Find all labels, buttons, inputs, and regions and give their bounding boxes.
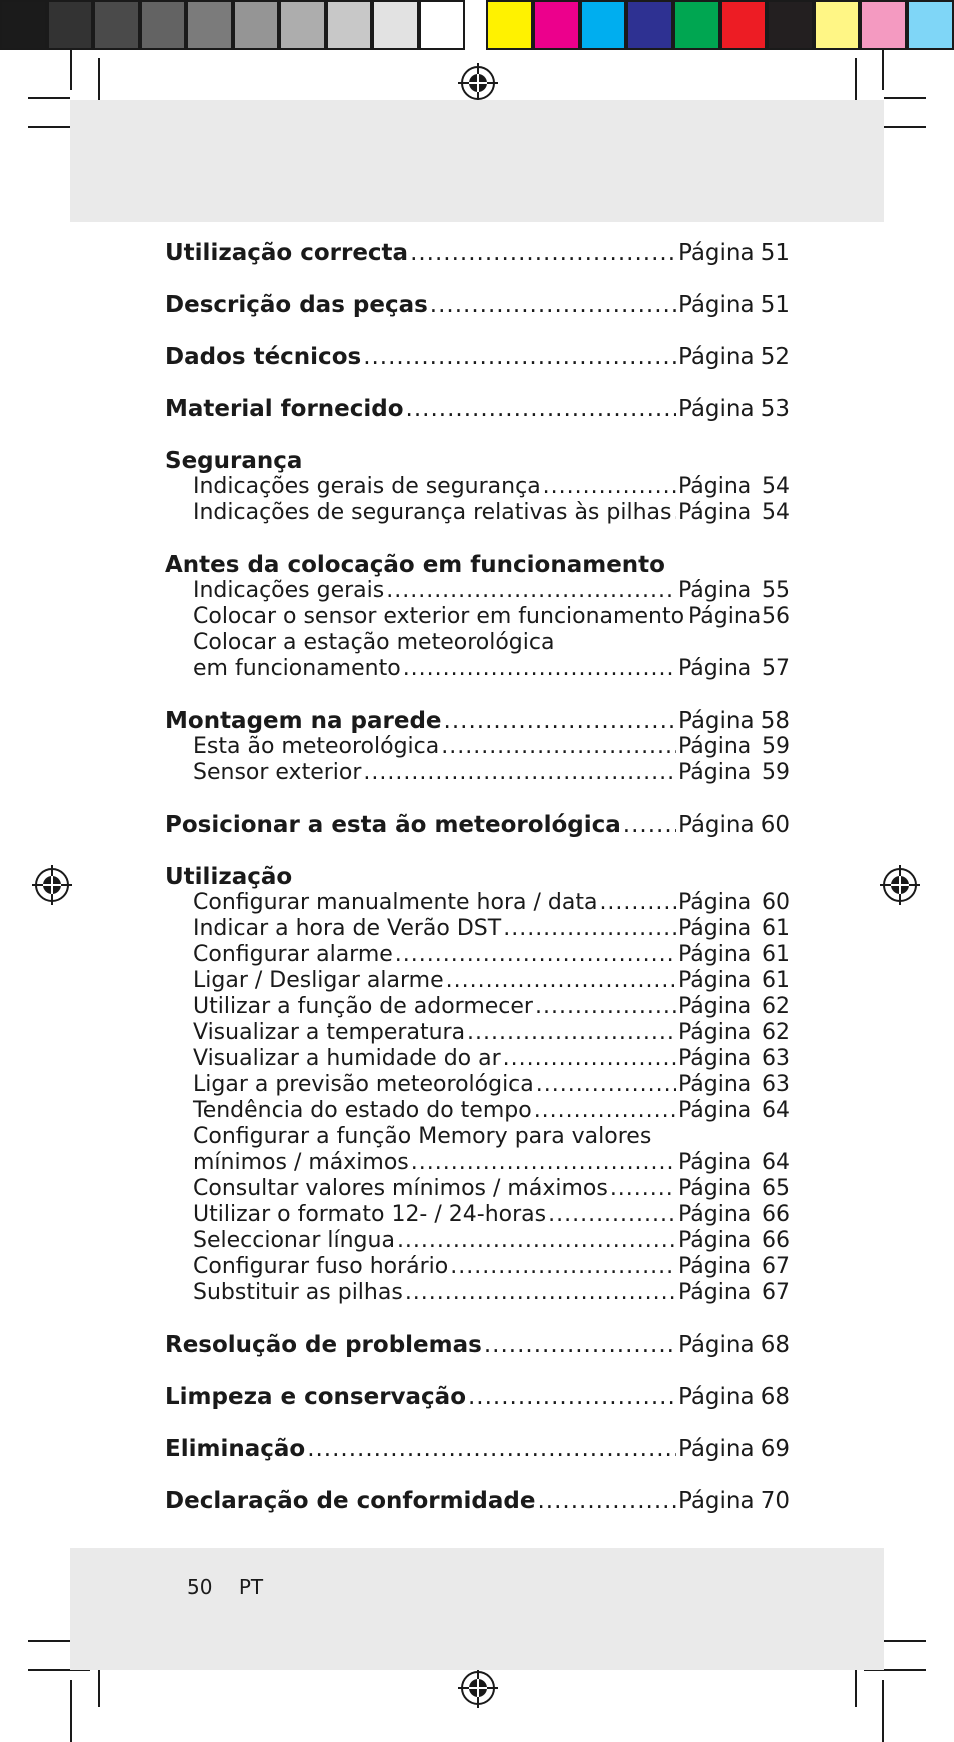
- toc-entry-sub[interactable]: [165, 604, 790, 630]
- dot-leader: [411, 1150, 676, 1176]
- page-label: Página: [678, 1176, 752, 1201]
- page-number: 60: [760, 812, 790, 838]
- page-label: Página: [678, 240, 755, 266]
- dot-leader: [406, 396, 676, 422]
- color-swatch: [326, 0, 373, 50]
- dot-leader: [534, 1098, 676, 1124]
- color-swatch: [907, 0, 954, 50]
- page-number: 60: [762, 890, 790, 915]
- toc-entry-title: em funcionamento: [193, 656, 401, 681]
- toc-entry-title: Dados técnicos: [165, 344, 362, 370]
- dot-leader: [548, 1202, 676, 1228]
- toc-entry-title: Utilizar o formato 12- / 24-horas: [193, 1202, 547, 1227]
- page-number: 50: [187, 1575, 213, 1599]
- dot-leader: [503, 1046, 676, 1072]
- dot-leader: [503, 916, 676, 942]
- toc-spacer: [165, 1410, 790, 1436]
- toc-entry-title: Configurar fuso horário: [193, 1254, 449, 1279]
- crop-mark: [28, 97, 70, 99]
- toc-entry-sub[interactable]: [165, 1020, 790, 1046]
- toc-entry-title: Indicações de segurança relativas às pilhas: [193, 500, 672, 525]
- toc-spacer: [165, 422, 790, 448]
- page-label: Página: [678, 942, 752, 967]
- dot-leader: [430, 292, 676, 318]
- page-number: 64: [762, 1150, 790, 1175]
- page-label: Página: [678, 1436, 755, 1462]
- color-swatch: [767, 0, 814, 50]
- color-swatch: [720, 0, 767, 50]
- page-number: 54: [762, 474, 790, 499]
- toc-entry-title: Tendência do estado do tempo: [193, 1098, 532, 1123]
- toc-entry-sub[interactable]: [165, 1176, 790, 1202]
- page-label: Página: [678, 500, 752, 525]
- page-label: Página: [678, 1072, 752, 1097]
- page-number: 59: [762, 734, 790, 759]
- color-swatch: [860, 0, 907, 50]
- toc-entry-sub[interactable]: [165, 916, 790, 942]
- language-code: PT: [238, 1575, 264, 1599]
- toc-entry-sub[interactable]: [165, 474, 790, 500]
- toc-entry-sub[interactable]: [165, 1228, 790, 1254]
- toc-spacer: [165, 682, 790, 708]
- toc-entry-title: Indicar a hora de Verão DST: [193, 916, 502, 941]
- page-number: 67: [762, 1280, 790, 1305]
- page-number: 56: [762, 604, 790, 629]
- toc-spacer: [165, 838, 790, 864]
- page-label: Página: [678, 578, 752, 603]
- dot-leader: [450, 1254, 676, 1280]
- toc-entry-title: Utilização correcta: [165, 240, 409, 266]
- toc-entry-title: Posicionar a esta ão meteorológica: [165, 812, 621, 838]
- page-footer: [187, 1575, 283, 1599]
- toc-entry-sub[interactable]: [165, 1150, 790, 1176]
- color-swatch: [233, 0, 280, 50]
- color-swatch: [140, 0, 187, 50]
- dot-leader: [623, 812, 676, 838]
- registration-mark-icon: [880, 865, 920, 905]
- page-label: Página: [678, 396, 755, 422]
- page-number: 68: [760, 1384, 790, 1410]
- page-label: Página: [678, 1488, 755, 1514]
- crop-mark: [70, 50, 72, 90]
- page-label: Página: [678, 1384, 755, 1410]
- dot-leader: [467, 1020, 676, 1046]
- toc-entry-title: Seleccionar língua: [193, 1228, 395, 1253]
- header-band: [70, 100, 884, 222]
- toc-section-heading: Segurança: [165, 448, 303, 474]
- toc-line: Colocar a estação meteorológica: [193, 630, 555, 655]
- toc-entry-title: Indicações gerais: [193, 578, 385, 603]
- toc-entry-main[interactable]: [165, 1436, 790, 1462]
- dot-leader: [410, 240, 676, 266]
- toc-entry-title: Indicações gerais de segurança: [193, 474, 541, 499]
- dot-leader: [535, 994, 676, 1020]
- toc-entry-title: Colocar o sensor exterior em funcionamento: [193, 604, 685, 629]
- page-label: Página: [678, 474, 752, 499]
- toc-entry-sub[interactable]: [165, 994, 790, 1020]
- page-number: 51: [760, 292, 790, 318]
- toc-spacer: [165, 370, 790, 396]
- dot-leader: [468, 1384, 676, 1410]
- toc-entry-title: Declaração de conformidade: [165, 1488, 536, 1514]
- page-number: 62: [762, 1020, 790, 1045]
- toc-spacer: [165, 526, 790, 552]
- toc-entry-title: Utilizar a função de adormecer: [193, 994, 533, 1019]
- toc-entry-title: Visualizar a humidade do ar: [193, 1046, 501, 1071]
- toc-entry-title: Montagem na parede: [165, 708, 442, 734]
- dot-leader: [446, 968, 676, 994]
- dot-leader: [610, 1176, 676, 1202]
- page-number: 70: [760, 1488, 790, 1514]
- toc-spacer: [165, 786, 790, 812]
- toc-entry-sub[interactable]: [165, 1280, 790, 1306]
- color-swatch: [93, 0, 140, 50]
- toc-entry-main[interactable]: [165, 240, 790, 266]
- dot-leader: [363, 760, 676, 786]
- page-label: Página: [678, 656, 752, 681]
- page-number: 69: [760, 1436, 790, 1462]
- page-label: Página: [678, 1228, 752, 1253]
- page-label: Página: [678, 344, 755, 370]
- toc-entry-sub[interactable]: [165, 760, 790, 786]
- page-label: Página: [678, 812, 755, 838]
- page-label: Página: [678, 994, 752, 1019]
- toc-entry-main[interactable]: [165, 1488, 790, 1514]
- color-swatch: [814, 0, 861, 50]
- color-swatch: [533, 0, 580, 50]
- page-label: Página: [688, 604, 762, 629]
- toc-entry-sub[interactable]: [165, 500, 790, 526]
- toc-entry-title: mínimos / máximos: [193, 1150, 409, 1175]
- registration-mark-icon: [32, 865, 72, 905]
- dot-leader: [536, 1072, 676, 1098]
- color-swatch: [279, 0, 326, 50]
- page-label: Página: [678, 1254, 752, 1279]
- toc-entry-sub[interactable]: [165, 1254, 790, 1280]
- color-swatch: [186, 0, 233, 50]
- page-number: 59: [762, 760, 790, 785]
- dot-leader: [397, 1228, 676, 1254]
- toc-entry-title: Resolução de problemas: [165, 1332, 482, 1358]
- color-swatch: [0, 0, 47, 50]
- toc-entry-title: Substituir as pilhas: [193, 1280, 403, 1305]
- toc-entry-title: Configurar alarme: [193, 942, 393, 967]
- crop-mark: [882, 50, 884, 90]
- page-number: 61: [762, 968, 790, 993]
- toc-entry-sub[interactable]: [165, 734, 790, 760]
- page-number: 51: [760, 240, 790, 266]
- dot-leader: [673, 500, 676, 526]
- color-swatch: [486, 0, 533, 50]
- registration-mark-icon: [458, 63, 498, 103]
- toc-line: Configurar a função Memory para valores: [193, 1124, 652, 1149]
- registration-mark-icon: [458, 1668, 498, 1708]
- toc-entry-title: Material fornecido: [165, 396, 404, 422]
- page-label: Página: [678, 292, 755, 318]
- color-swatch: [372, 0, 419, 50]
- page-label: Página: [678, 1020, 752, 1045]
- dot-leader: [307, 1436, 676, 1462]
- toc-entry-sub[interactable]: [165, 890, 790, 916]
- color-calibration-bar: [0, 0, 954, 50]
- page-label: Página: [678, 708, 755, 734]
- toc-spacer: [165, 318, 790, 344]
- toc-entry-main[interactable]: [165, 396, 790, 422]
- footer-band: [70, 1548, 884, 1670]
- page-number: 67: [762, 1254, 790, 1279]
- page-label: Página: [678, 1098, 752, 1123]
- page-label: Página: [678, 916, 752, 941]
- toc-entry-title: Limpeza e conservação: [165, 1384, 466, 1410]
- toc-entry-title: Sensor exterior: [193, 760, 362, 785]
- toc-entry-sub[interactable]: [165, 578, 790, 604]
- toc-entry-title: Ligar a previsão meteorológica: [193, 1072, 534, 1097]
- toc-entry-sub[interactable]: [165, 1098, 790, 1124]
- page-number: 58: [760, 708, 790, 734]
- page-number: 53: [760, 396, 790, 422]
- dot-leader: [444, 708, 676, 734]
- toc-entry-sub[interactable]: [165, 1046, 790, 1072]
- page-label: Página: [678, 890, 752, 915]
- dot-leader: [484, 1332, 676, 1358]
- page-number: 61: [762, 942, 790, 967]
- page-label: Página: [678, 760, 752, 785]
- page-number: 52: [760, 344, 790, 370]
- crop-mark: [882, 1680, 884, 1742]
- dot-leader: [599, 890, 676, 916]
- toc-entry-sub[interactable]: [165, 656, 790, 682]
- page-label: Página: [678, 1280, 752, 1305]
- toc-section-heading: Utilização: [165, 864, 293, 890]
- page-number: 55: [762, 578, 790, 603]
- page-label: Página: [678, 968, 752, 993]
- page-label: Página: [678, 734, 752, 759]
- dot-leader: [405, 1280, 676, 1306]
- toc-spacer: [165, 1306, 790, 1332]
- color-swatch: [673, 0, 720, 50]
- toc-entry-title: Eliminação: [165, 1436, 306, 1462]
- toc-entry-main[interactable]: [165, 292, 790, 318]
- toc-spacer: [165, 266, 790, 292]
- toc-entry-main[interactable]: [165, 812, 790, 838]
- page-number: 65: [762, 1176, 790, 1201]
- toc-entry-sub[interactable]: [165, 942, 790, 968]
- color-swatch: [47, 0, 94, 50]
- toc-spacer: [165, 1358, 790, 1384]
- toc-entry-main[interactable]: [165, 1384, 790, 1410]
- dot-leader: [403, 656, 676, 682]
- table-of-contents: [165, 240, 790, 1514]
- dot-leader: [537, 1488, 676, 1514]
- crop-mark: [70, 1680, 72, 1742]
- toc-spacer: [165, 1462, 790, 1488]
- page-number: 61: [762, 916, 790, 941]
- page-number: 54: [762, 500, 790, 525]
- page-number: 68: [760, 1332, 790, 1358]
- toc-entry-sub[interactable]: [165, 1202, 790, 1228]
- toc-entry-title: Esta ão meteorológica: [193, 734, 440, 759]
- toc-entry-main[interactable]: [165, 708, 790, 734]
- dot-leader: [543, 474, 676, 500]
- page-number: 63: [762, 1046, 790, 1071]
- page-number: 66: [762, 1202, 790, 1227]
- color-swatch: [580, 0, 627, 50]
- toc-entry-title: Visualizar a temperatura: [193, 1020, 466, 1045]
- dot-leader: [395, 942, 676, 968]
- page-number: 63: [762, 1072, 790, 1097]
- toc-entry-title: Configurar manualmente hora / data: [193, 890, 598, 915]
- page-label: Página: [678, 1046, 752, 1071]
- toc-entry-main[interactable]: [165, 344, 790, 370]
- toc-entry-title: Descrição das peças: [165, 292, 428, 318]
- toc-entry-main[interactable]: [165, 1332, 790, 1358]
- page-number: 57: [762, 656, 790, 681]
- dot-leader: [386, 578, 676, 604]
- toc-section-heading: Antes da colocação em funcionamento: [165, 552, 665, 578]
- toc-entry-sub[interactable]: [165, 1072, 790, 1098]
- dot-leader: [441, 734, 676, 760]
- toc-entry-sub[interactable]: [165, 968, 790, 994]
- color-swatch: [419, 0, 466, 50]
- toc-entry-title: Consultar valores mínimos / máximos: [193, 1176, 608, 1201]
- color-swatch: [626, 0, 673, 50]
- dot-leader: [363, 344, 676, 370]
- page-label: Página: [678, 1332, 755, 1358]
- crop-mark: [884, 97, 926, 99]
- page-label: Página: [678, 1202, 752, 1227]
- toc-entry-title: Ligar / Desligar alarme: [193, 968, 444, 993]
- page-number: 62: [762, 994, 790, 1019]
- page-number: 64: [762, 1098, 790, 1123]
- page-number: 66: [762, 1228, 790, 1253]
- page-label: Página: [678, 1150, 752, 1175]
